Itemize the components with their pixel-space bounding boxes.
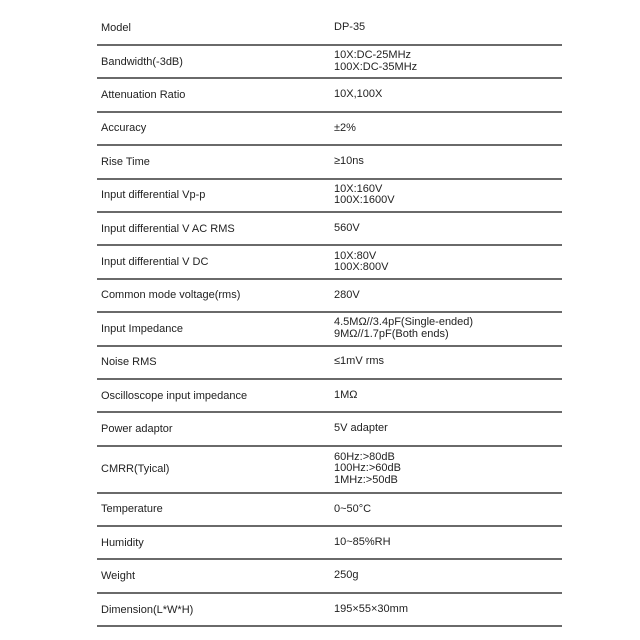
table-row bbox=[97, 12, 562, 46]
spec-label: Oscilloscope input impedance bbox=[101, 389, 248, 402]
table-row bbox=[97, 413, 562, 446]
spec-value: 10~85%RH bbox=[334, 536, 391, 549]
spec-label: Dimension(L*W*H) bbox=[101, 603, 194, 616]
spec-value: 10X,100X bbox=[334, 88, 383, 101]
spec-value: 10X:80V 100X:800V bbox=[334, 249, 389, 274]
spec-label: Rise Time bbox=[101, 155, 150, 168]
table-row bbox=[97, 213, 562, 246]
spec-label: Temperature bbox=[101, 503, 163, 516]
table-row bbox=[97, 46, 562, 79]
spec-label: Input differential Vp-p bbox=[101, 189, 206, 202]
spec-value: 560V bbox=[334, 221, 360, 234]
spec-value: ≤1mV rms bbox=[334, 355, 385, 368]
spec-label: Input Impedance bbox=[101, 322, 183, 335]
table-row bbox=[97, 79, 562, 112]
table-row bbox=[97, 594, 562, 627]
spec-label: Model bbox=[101, 22, 131, 34]
spec-value: 60Hz:>80dB 100Hz:>60dB 1MHz:>50dB bbox=[334, 450, 401, 486]
spec-value: 280V bbox=[334, 288, 360, 301]
table-row bbox=[97, 313, 562, 346]
spec-label: Input differential V AC RMS bbox=[101, 222, 235, 235]
table-row bbox=[97, 180, 562, 213]
table-row bbox=[97, 380, 562, 413]
spec-value: 10X:160V 100X:1600V bbox=[334, 182, 395, 207]
table-row bbox=[97, 494, 562, 527]
spec-value: 4.5MΩ//3.4pF(Single-ended) 9MΩ//1.7pF(Both ends) bbox=[334, 316, 474, 340]
table-row bbox=[97, 527, 562, 560]
spec-value: ±2% bbox=[334, 121, 356, 134]
table-row bbox=[97, 146, 562, 179]
table-row bbox=[97, 447, 562, 494]
table-row bbox=[97, 113, 562, 146]
spec-value: 0~50°C bbox=[334, 502, 372, 515]
table-row bbox=[97, 560, 562, 593]
spec-value: 5V adapter bbox=[334, 422, 388, 435]
spec-value: 1MΩ bbox=[334, 388, 358, 401]
spec-value: 10X:DC-25MHz 100X:DC-35MHz bbox=[334, 49, 418, 73]
spec-label: Accuracy bbox=[101, 122, 147, 135]
spec-value: ≥10ns bbox=[334, 155, 364, 168]
spec-label: Power adaptor bbox=[101, 422, 173, 435]
spec-label: Noise RMS bbox=[101, 356, 157, 369]
table-row bbox=[97, 347, 562, 380]
spec-label: Bandwidth(-3dB) bbox=[101, 55, 183, 68]
spec-label: Weight bbox=[101, 570, 136, 583]
spec-label: Humidity bbox=[101, 536, 144, 549]
table-row bbox=[97, 246, 562, 279]
spec-label: Common mode voltage(rms) bbox=[101, 289, 241, 302]
spec-label: Input differential V DC bbox=[101, 256, 209, 269]
spec-label: Attenuation Ratio bbox=[101, 89, 186, 102]
spec-label: CMRR(Tyical) bbox=[101, 463, 170, 476]
spec-table bbox=[97, 12, 562, 627]
spec-value: 195×55×30mm bbox=[334, 602, 408, 615]
spec-value: DP-35 bbox=[334, 21, 366, 34]
spec-value: 250g bbox=[334, 569, 359, 582]
table-row bbox=[97, 280, 562, 313]
